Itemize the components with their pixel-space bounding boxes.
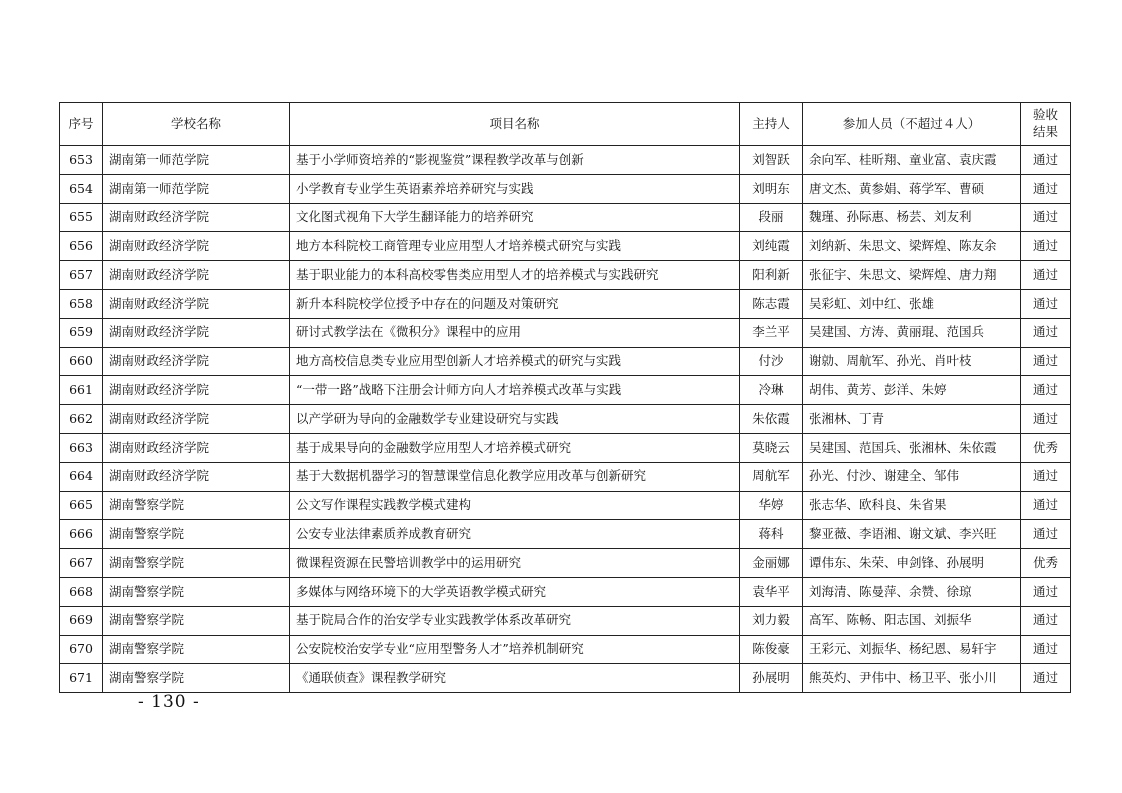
cell-project: 基于院局合作的治安学专业实践教学体系改革研究 [290,606,740,635]
cell-members: 谭伟东、朱荣、申剑锋、孙展明 [803,549,1021,578]
cell-result: 通过 [1021,174,1071,203]
cell-result: 通过 [1021,203,1071,232]
cell-result: 通过 [1021,146,1071,175]
table-row [60,635,1071,664]
cell-no: 654 [60,174,103,203]
cell-no: 669 [60,606,103,635]
cell-result: 通过 [1021,376,1071,405]
cell-members: 孙光、付沙、谢建全、邹伟 [803,462,1021,491]
cell-project: 以产学研为导向的金融数学专业建设研究与实践 [290,405,740,434]
table-row [60,318,1071,347]
cell-result: 通过 [1021,491,1071,520]
cell-no: 666 [60,520,103,549]
cell-result: 通过 [1021,577,1071,606]
table-row [60,462,1071,491]
cell-members: 余向军、桂昕翔、童业富、袁庆霞 [803,146,1021,175]
cell-members: 张湘林、丁青 [803,405,1021,434]
cell-members: 张征宇、朱思文、梁辉煌、唐力翔 [803,261,1021,290]
cell-result: 通过 [1021,318,1071,347]
cell-project: 新升本科院校学位授予中存在的问题及对策研究 [290,289,740,318]
cell-project: 小学教育专业学生英语素养培养研究与实践 [290,174,740,203]
cell-leader: 李兰平 [740,318,803,347]
cell-members: 刘海清、陈曼萍、余赞、徐琼 [803,577,1021,606]
cell-no: 653 [60,146,103,175]
cell-school: 湖南财政经济学院 [103,318,290,347]
table-row [60,261,1071,290]
cell-members: 谢勍、周航军、孙光、肖叶枝 [803,347,1021,376]
cell-leader: 刘智跃 [740,146,803,175]
header-leader: 主持人 [740,103,803,146]
cell-school: 湖南警察学院 [103,549,290,578]
cell-members: 吴建国、范国兵、张湘林、朱依霞 [803,433,1021,462]
cell-no: 664 [60,462,103,491]
cell-leader: 莫晓云 [740,433,803,462]
cell-no: 671 [60,664,103,693]
table-row [60,203,1071,232]
cell-school: 湖南警察学院 [103,520,290,549]
cell-result: 通过 [1021,405,1071,434]
cell-members: 吴建国、方涛、黄丽琨、范国兵 [803,318,1021,347]
cell-members: 魏瑾、孙际惠、杨芸、刘友利 [803,203,1021,232]
table-row [60,146,1071,175]
cell-result: 通过 [1021,261,1071,290]
cell-project: 基于小学师资培养的“影视鉴赏”课程教学改革与创新 [290,146,740,175]
cell-project: 公文写作课程实践教学模式建构 [290,491,740,520]
cell-result: 通过 [1021,462,1071,491]
cell-no: 670 [60,635,103,664]
cell-members: 高军、陈畅、阳志国、刘振华 [803,606,1021,635]
cell-result: 通过 [1021,635,1071,664]
project-acceptance-table [59,102,1071,693]
header-members: 参加人员（不超过４人） [803,103,1021,146]
header-result [1021,103,1071,146]
cell-leader: 袁华平 [740,577,803,606]
cell-school: 湖南财政经济学院 [103,376,290,405]
page-number: - 130 - [138,692,200,712]
cell-no: 668 [60,577,103,606]
cell-result: 通过 [1021,520,1071,549]
table-row [60,289,1071,318]
cell-members: 王彩元、刘振华、杨纪恩、易轩宇 [803,635,1021,664]
cell-school: 湖南财政经济学院 [103,203,290,232]
cell-result: 通过 [1021,606,1071,635]
table-body [60,146,1071,693]
cell-members: 唐文杰、黄参娟、蒋学军、曹硕 [803,174,1021,203]
cell-leader: 冷琳 [740,376,803,405]
cell-leader: 段丽 [740,203,803,232]
cell-result: 优秀 [1021,433,1071,462]
cell-school: 湖南财政经济学院 [103,462,290,491]
table-row [60,664,1071,693]
cell-members: 熊英灼、尹伟中、杨卫平、张小川 [803,664,1021,693]
cell-project: 多媒体与网络环境下的大学英语教学模式研究 [290,577,740,606]
cell-project: 公安专业法律素质养成教育研究 [290,520,740,549]
cell-school: 湖南警察学院 [103,606,290,635]
cell-project: 基于成果导向的金融数学应用型人才培养模式研究 [290,433,740,462]
cell-leader: 刘明东 [740,174,803,203]
table-row [60,376,1071,405]
cell-no: 660 [60,347,103,376]
cell-no: 662 [60,405,103,434]
cell-school: 湖南第一师范学院 [103,174,290,203]
cell-result: 通过 [1021,232,1071,261]
cell-school: 湖南财政经济学院 [103,289,290,318]
cell-leader: 陈俊豪 [740,635,803,664]
cell-project: 研讨式教学法在《微积分》课程中的应用 [290,318,740,347]
cell-leader: 蒋科 [740,520,803,549]
table-row [60,577,1071,606]
table-row [60,405,1071,434]
cell-members: 刘纳新、朱思文、梁辉煌、陈友余 [803,232,1021,261]
cell-members: 胡伟、黄芳、彭洋、朱婷 [803,376,1021,405]
cell-project: 地方高校信息类专业应用型创新人才培养模式的研究与实践 [290,347,740,376]
cell-leader: 朱依霞 [740,405,803,434]
cell-leader: 周航军 [740,462,803,491]
cell-school: 湖南警察学院 [103,635,290,664]
cell-project: 基于大数据机器学习的智慧课堂信息化教学应用改革与创新研究 [290,462,740,491]
header-result-label: 验收结果 [1032,107,1058,139]
cell-leader: 阳利新 [740,261,803,290]
table-row [60,491,1071,520]
table-header-row [60,103,1071,146]
cell-no: 663 [60,433,103,462]
cell-project: 微课程资源在民警培训教学中的运用研究 [290,549,740,578]
table-row [60,606,1071,635]
cell-project: “一带一路”战略下注册会计师方向人才培养模式改革与实践 [290,376,740,405]
cell-no: 657 [60,261,103,290]
cell-leader: 付沙 [740,347,803,376]
cell-school: 湖南警察学院 [103,664,290,693]
cell-school: 湖南财政经济学院 [103,347,290,376]
table-row [60,549,1071,578]
cell-members: 吴彩虹、刘中红、张雄 [803,289,1021,318]
cell-no: 661 [60,376,103,405]
cell-leader: 华婷 [740,491,803,520]
cell-leader: 金丽娜 [740,549,803,578]
cell-leader: 孙展明 [740,664,803,693]
table-row [60,520,1071,549]
cell-school: 湖南警察学院 [103,491,290,520]
table-row [60,232,1071,261]
cell-no: 656 [60,232,103,261]
cell-no: 665 [60,491,103,520]
table-row [60,174,1071,203]
cell-school: 湖南财政经济学院 [103,405,290,434]
cell-project: 基于职业能力的本科高校零售类应用型人才的培养模式与实践研究 [290,261,740,290]
cell-leader: 陈志霞 [740,289,803,318]
cell-leader: 刘力毅 [740,606,803,635]
cell-result: 通过 [1021,347,1071,376]
cell-school: 湖南财政经济学院 [103,433,290,462]
cell-result: 优秀 [1021,549,1071,578]
cell-school: 湖南警察学院 [103,577,290,606]
cell-leader: 刘纯霞 [740,232,803,261]
header-school: 学校名称 [103,103,290,146]
cell-no: 667 [60,549,103,578]
cell-project: 《通联侦查》课程教学研究 [290,664,740,693]
cell-project: 地方本科院校工商管理专业应用型人才培养模式研究与实践 [290,232,740,261]
cell-school: 湖南财政经济学院 [103,232,290,261]
cell-project: 文化图式视角下大学生翻译能力的培养研究 [290,203,740,232]
cell-result: 通过 [1021,664,1071,693]
cell-project: 公安院校治安学专业“应用型警务人才”培养机制研究 [290,635,740,664]
header-project: 项目名称 [290,103,740,146]
cell-school: 湖南财政经济学院 [103,261,290,290]
table-row [60,347,1071,376]
cell-no: 659 [60,318,103,347]
cell-members: 黎亚薇、李语湘、谢文斌、李兴旺 [803,520,1021,549]
cell-result: 通过 [1021,289,1071,318]
cell-no: 658 [60,289,103,318]
cell-school: 湖南第一师范学院 [103,146,290,175]
cell-no: 655 [60,203,103,232]
header-no: 序号 [60,103,103,146]
cell-members: 张志华、欧科良、朱省果 [803,491,1021,520]
table-row [60,433,1071,462]
